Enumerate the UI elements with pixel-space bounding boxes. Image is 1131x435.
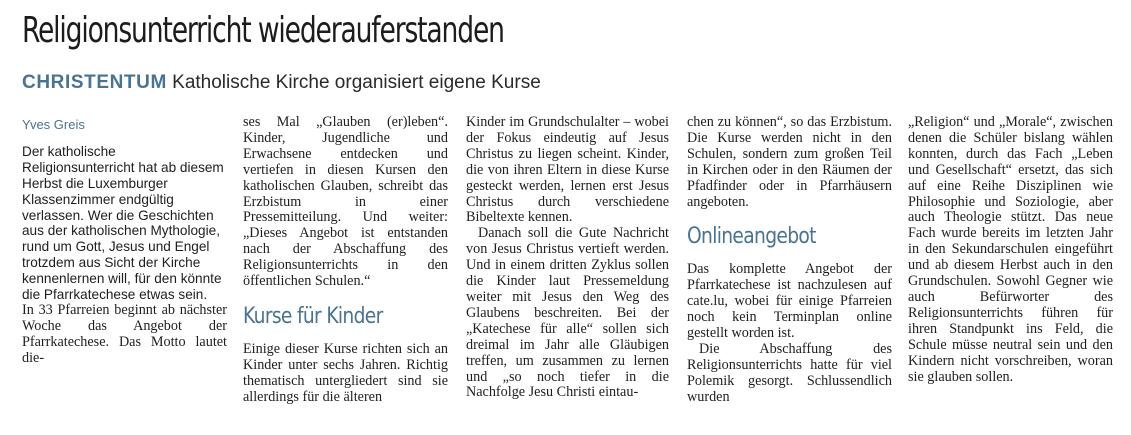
body-paragraph-2-part-1: Einige dieser Kurse richten sich an Kinder unter sechs Jahren. Richtig thematisch untergliedert sind sie allerdings für die älteren xyxy=(243,340,448,405)
kicker-text: Katholische Kirche organisiert eigene Kurse xyxy=(172,72,541,93)
body-paragraph-4: Das komplette Angebot der Pfarrkatechese ist nachzulesen auf cate.lu, wobei für einige Pfarreien noch kein Terminplan online gestellt worden ist. xyxy=(687,261,892,342)
headline: Religionsunterricht wiederauferstanden xyxy=(22,10,504,51)
column-1 xyxy=(22,115,227,367)
author-byline: Yves Greis xyxy=(22,117,85,132)
column-3 xyxy=(466,115,669,401)
rubric-label: CHRISTENTUM xyxy=(22,72,167,93)
kicker-line xyxy=(22,72,541,94)
body-paragraph-5-part-2: „Religion“ und „Morale“, zwischen denen die Schüler bislang wählen konnten, durch das Fach „Leben und Gesellschaft“ ersetzt, das sich auf eine Reihe Disziplinen wie Philosophie und Soziologie, aber auch Theologie stützt. Das neue Fach wurde bereits im letzten Jahr in den Sekundarschulen eingeführt und ab diesem Herbst auch in den Grundschulen. Sowohl Gegner wie auch Befürworter des Religionsunterrichts führen für ihren Standpunkt ins Feld, die Schule müsse neutral sein und den Kindern nicht vorschreiben, woran sie glauben sollen. xyxy=(908,114,1113,385)
body-paragraph-1-part-1: In 33 Pfarreien beginnt ab nächster Woche das Angebot der Pfarrkatechese. Das Motto lautet die- xyxy=(22,301,227,366)
body-paragraph-5-part-1: Die Abschaffung des Religionsunterrichts hatte für viel Polemik gesorgt. Schlussendlich wurden xyxy=(687,340,892,405)
body-paragraph-3-part-2: chen zu können“, so das Erzbistum. Die Kurse werden nicht in den Schulen, sondern zum großen Teil in Kirchen oder in den Räumen der Pfadfinder oder in Pfarrhäusern angeboten. xyxy=(687,114,892,210)
column-4 xyxy=(687,115,892,406)
column-5 xyxy=(908,115,1113,385)
body-paragraph-2-part-2: Kinder im Grundschulalter – wobei der Fokus eindeutig auf Jesus Christus zu liegen scheint. Kinder, die von ihren Eltern in diese Kurse gesteckt werden, lernen erst Jesus Christus durch verschiedene Bibeltexte kennen. xyxy=(466,114,669,226)
body-paragraph-3-part-1: Danach soll die Gute Nachricht von Jesus Christus vertieft werden. Und in einem dritten Zyklus sollen die Kinder laut Pressemeldung weiter mit Jesus den Weg des Glaubens beschreiten. Bei der „Katechese für alle“ sollen sich dreimal im Jahr alle Gläubigen treffen, um zusammen zu lernen und „so noch tiefer in die Nachfolge Jesu Christi eintau- xyxy=(466,225,669,401)
lead-paragraph: Der katholische Religionsunterricht hat ab diesem Herbst die Luxemburger Klassenzimmer endgültig verlassen. Wer die Geschichten aus der katholischen Mythologie, rund um Gott, Jesus und Engel trotzdem aus Sicht der Kirche kennenlernen will, für den könnte die Pfarrkatechese etwas sein. xyxy=(22,143,224,303)
subhead-onlineangebot: Onlineangebot xyxy=(687,224,816,250)
column-2 xyxy=(243,115,448,406)
subhead-kurse-fuer-kinder: Kurse für Kinder xyxy=(243,303,383,329)
body-paragraph-1-part-2: ses Mal „Glauben (er)leben“. Kinder, Jugendliche und Erwachsene entdecken und vertiefen in diesen Kursen den katholischen Glauben, schreibt das Erzbistum in einer Pressemitteilung. Und weiter: „Dieses Angebot ist entstanden nach der Abschaffung des Religionsunterrichts in den öffentlichen Schulen.“ xyxy=(243,114,448,290)
